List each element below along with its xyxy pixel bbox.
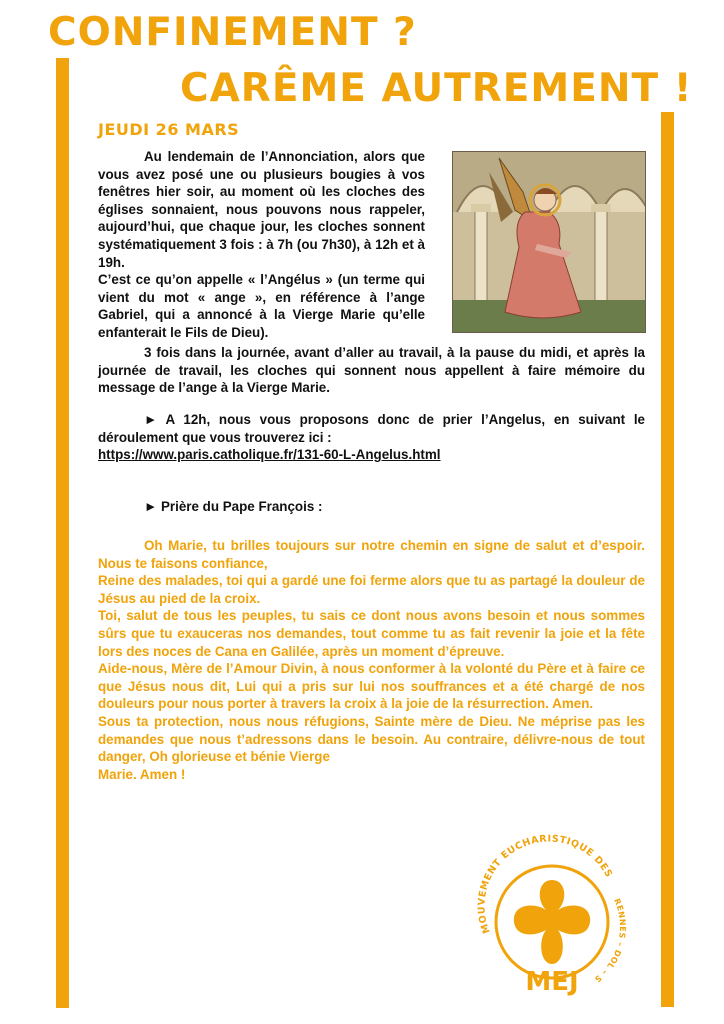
intro-text: Au lendemain de l’Annonciation, alors que vous avez posé une ou plusieurs bougies à vos fenêtres hier soir, au moment où les cloches des églises sonnaient, nous pouvons nous rappeler, aujourd’hui, que chaque jour, les cloches sonnent systématiquement 3 fois : à 7h (ou 7h30), à 12h et à 19h.	[98, 149, 425, 270]
prayer-line: Reine des malades, toi qui a gardé une foi ferme alors que tu as partagé la douleur de Jésus au pied de la croix.	[98, 573, 645, 606]
annunciation-painting	[452, 151, 646, 333]
prayer-line: Toi, salut de tous les peuples, tu sais ce dont nous avons besoin et nous sommes sûrs que tu exauceras nos demandes, tout comme tu as fait revenir la joie et la fête lors des noces de Cana en Galilée, après un moment d’épreuve.	[98, 608, 645, 659]
logo-arc-text: MOUVEMENT EUCHARISTIQUE DES	[476, 833, 615, 935]
angelus-invitation-paragraph	[98, 411, 645, 464]
prayer-line: Oh Marie, tu brilles toujours sur notre chemin en signe de salut et d’espoir. Nous te faisons confiance,	[98, 538, 645, 571]
bells-text: 3 fois dans la journée, avant d’aller au travail, à la pause du midi, et après la journée de travail, les cloches qui sonnent nous appellent à faire mémoire du message de l’ange à la Vierge Marie.	[98, 345, 645, 396]
logo-side-text: RENNES – DOL – S	[592, 897, 628, 985]
angelus-link[interactable]: https://www.paris.catholique.fr/131-60-L-Angelus.html	[98, 447, 441, 463]
prayer-heading	[98, 498, 645, 516]
prayer-line: Marie. Amen !	[98, 766, 186, 782]
prayer-heading-text: ► Prière du Pape François :	[144, 499, 323, 514]
logo-letters: MEJ	[525, 967, 579, 997]
date-heading: JEUDI 26 MARS	[98, 120, 240, 139]
left-accent-bar	[56, 58, 69, 1008]
angelus-definition-text: C’est ce qu’on appelle « l’Angélus » (un terme qui vient du mot « ange », en référence à l’ange Gabriel, qui a annoncé à la Vierge Marie qu’elle enfanterait le Fils de Dieu).	[98, 272, 425, 340]
title-line-1: CONFINEMENT ?	[48, 10, 417, 55]
title-line-2: CARÊME AUTREMENT !	[180, 66, 693, 111]
mej-logo	[462, 822, 642, 1002]
bells-paragraph	[98, 344, 645, 397]
intro-paragraph	[98, 148, 425, 342]
angelus-invitation-text: ► A 12h, nous vous proposons donc de prier l’Angelus, en suivant le déroulement que vous trouverez ici :	[98, 412, 645, 445]
prayer-text	[98, 537, 645, 783]
prayer-line: Aide-nous, Mère de l’Amour Divin, à nous conformer à la volonté du Père et à faire ce que Jésus nous dit, Lui qui a pris sur lui nos souffrances et a été chargé de nos douleurs pour nous porter à travers la croix à la joie de la résurrection. Amen.	[98, 661, 645, 712]
right-accent-bar	[661, 112, 674, 1007]
prayer-line: Sous ta protection, nous nous réfugions, Sainte mère de Dieu. Ne méprise pas les demandes que nous t’adressons dans le besoin. Au contraire, délivre-nous de tout danger, Oh glorieuse et bénie Vierge	[98, 713, 645, 765]
